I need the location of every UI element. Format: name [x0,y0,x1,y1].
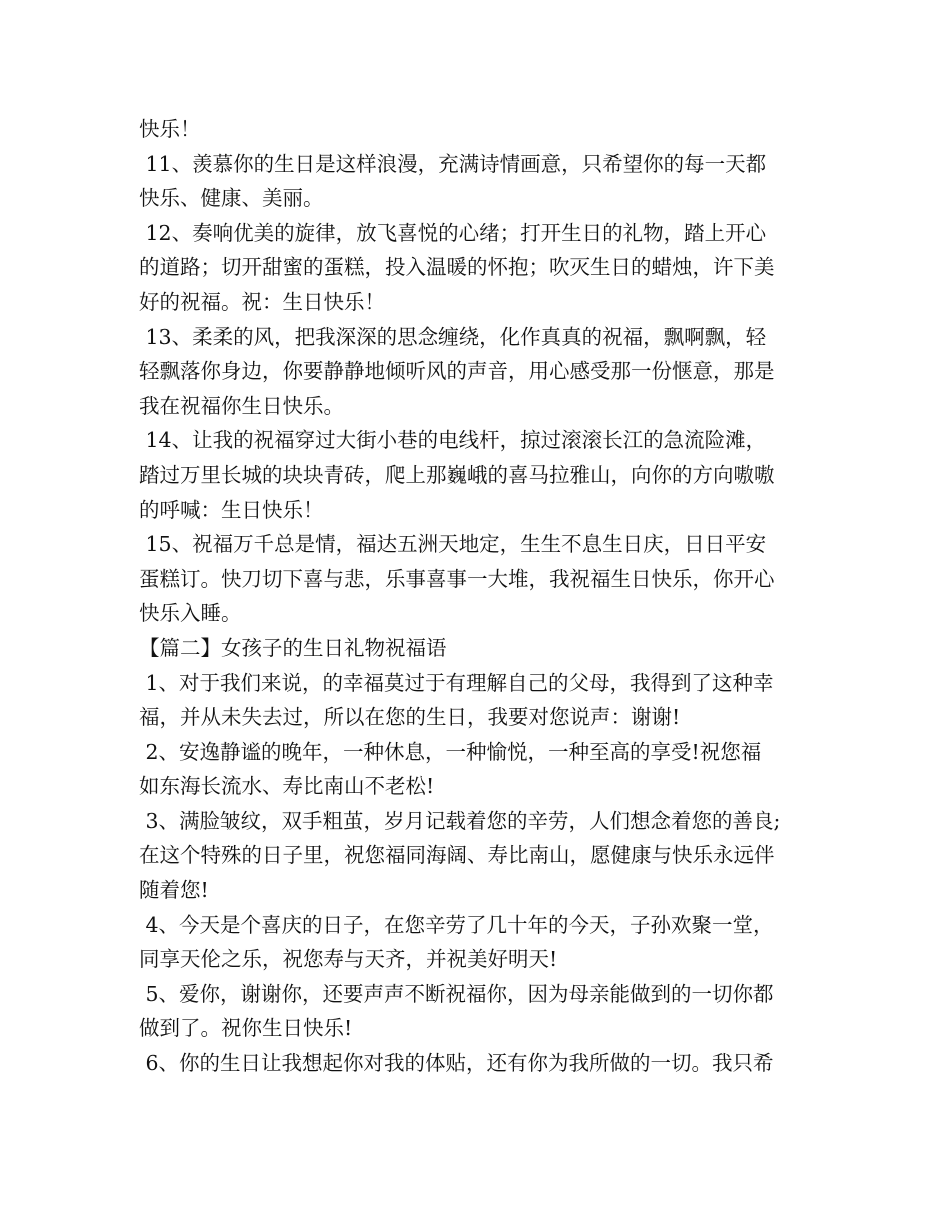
text-line: 我在祝福你生日快乐。 [139,393,344,418]
text-line: 的呼喊：生日快乐！ [139,497,324,522]
text-line: 踏过万里长城的块块青砖，爬上那巍峨的喜马拉雅山，向你的方向嗷嗷 [139,462,775,487]
text-line: 13、柔柔的风，把我深深的思念缠绕，化作真真的祝福，飘啊飘，轻 [139,324,767,349]
text-line: 做到了。祝你生日快乐! [139,1016,353,1041]
text-line: 如东海长流水、寿比南山不老松! [139,774,435,799]
text-line: 11、羡慕你的生日是这样浪漫，充满诗情画意，只希望你的每一天都 [139,151,767,176]
document-body [139,112,819,1081]
text-line: 12、奏响优美的旋律，放飞喜悦的心绪；打开生日的礼物，踏上开心 [139,220,767,245]
text-line: 14、让我的祝福穿过大街小巷的电线杆，掠过滚滚长江的急流险滩， [139,428,767,453]
text-line: 5、爱你，谢谢你，还要声声不断祝福你，因为母亲能做到的一切你都 [139,981,774,1006]
text-line: 好的祝福。祝：生日快乐！ [139,289,385,314]
text-line: 2、安逸静谧的晚年，一种休息，一种愉悦，一种至高的享受!祝您福 [139,739,762,764]
text-line: 同享天伦之乐，祝您寿与天齐，并祝美好明天! [139,947,558,972]
text-line: 在这个特殊的日子里，祝您福同海阔、寿比南山，愿健康与快乐永远伴 [139,843,775,868]
text-line: 随着您! [139,878,209,903]
text-line: 快乐！ [139,117,201,141]
section-heading: 【篇二】女孩子的生日礼物祝福语 [139,635,447,660]
text-line: 6、你的生日让我想起你对我的体贴，还有你为我所做的一切。我只希 [139,1051,774,1076]
text-line: 快乐、健康、美丽。 [139,186,324,211]
text-line: 15、祝福万千总是情，福达五洲天地定，生生不息生日庆，日日平安 [139,532,767,557]
text-line: 福，并从未失去过，所以在您的生日，我要对您说声：谢谢! [139,705,681,730]
text-line: 快乐入睡。 [139,601,242,626]
text-line: 的道路；切开甜蜜的蛋糕，投入温暖的怀抱；吹灭生日的蜡烛，许下美 [139,255,775,280]
text-line: 1、对于我们来说，的幸福莫过于有理解自己的父母，我得到了这种幸 [139,670,774,695]
text-line: 轻飘落你身边，你要静静地倾听风的声音，用心感受那一份惬意，那是 [139,359,775,384]
text-line: 4、今天是个喜庆的日子，在您辛劳了几十年的今天，子孙欢聚一堂， [139,912,774,937]
text-line: 蛋糕订。快刀切下喜与悲，乐事喜事一大堆，我祝福生日快乐，你开心 [139,566,775,591]
text-line: 3、满脸皱纹，双手粗茧，岁月记载着您的辛劳，人们想念着您的善良; [139,808,781,833]
